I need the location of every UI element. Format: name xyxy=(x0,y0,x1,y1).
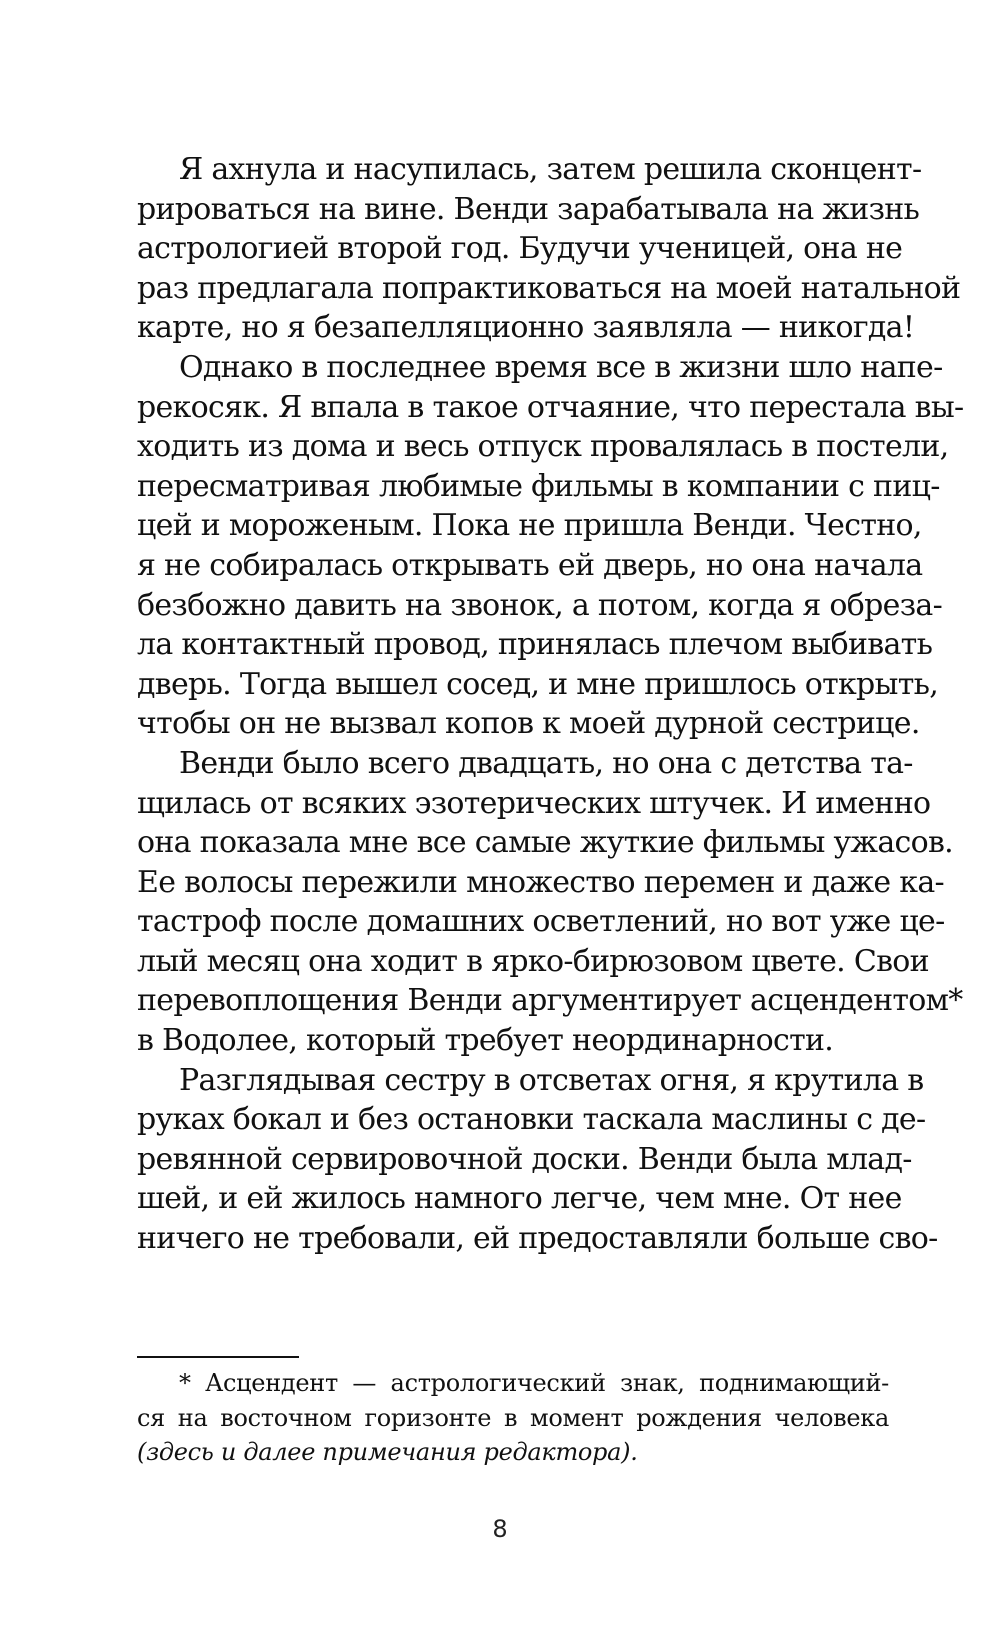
text-line: безбожно давить на звонок, а потом, когда я обреза- xyxy=(137,587,943,623)
paragraph-2 xyxy=(137,348,964,744)
text-line: шей, и ей жилось намного легче, чем мне. От нее xyxy=(137,1181,902,1217)
text-line: тастроф после домашних осветлений, но вот уже це- xyxy=(137,904,945,940)
footnote-line: ся на восточном горизонте в момент рождения человека xyxy=(137,1403,889,1432)
paragraph-4 xyxy=(137,1061,938,1259)
text-line: астрологией второй год. Будучи ученицей, она не xyxy=(137,231,903,267)
text-line: раз предлагала попрактиковаться на моей натальной xyxy=(137,270,961,306)
text-line: лый месяц она ходит в ярко-бирюзовом цвете. Свои xyxy=(137,943,929,979)
text-line: Однако в последнее время все в жизни шло напе- xyxy=(179,349,943,385)
text-line: в Водолее, который требует неординарности. xyxy=(137,1023,834,1059)
text-line: Венди было всего двадцать, но она с детства та- xyxy=(179,745,913,781)
text-line: руках бокал и без остановки таскала маслины с де- xyxy=(137,1102,926,1138)
text-line: ходить из дома и весь отпуск провалялась в постели, xyxy=(137,429,949,465)
footnote xyxy=(137,1366,889,1470)
paragraph-1 xyxy=(137,150,961,348)
main-text xyxy=(137,150,964,1259)
text-line: цей и мороженым. Пока не пришла Венди. Честно, xyxy=(137,508,922,544)
text-line: Я ахнула и насупилась, затем решила сконцент- xyxy=(179,152,922,187)
text-line: рекосяк. Я впала в такое отчаяние, что перестала вы- xyxy=(137,389,964,425)
paragraph-3 xyxy=(137,744,963,1061)
text-line: она показала мне все самые жуткие фильмы ужасов. xyxy=(137,825,954,861)
text-line: карте, но я безапелляционно заявляла — никогда! xyxy=(137,310,915,346)
text-line: Ее волосы пережили множество перемен и даже ка- xyxy=(137,864,944,900)
text-line: чтобы он не вызвал копов к моей дурной сестрице. xyxy=(137,706,920,742)
footnote-line: (здесь и далее примечания редактора). xyxy=(137,1438,638,1466)
text-line: ничего не требовали, ей предоставляли больше сво- xyxy=(137,1221,938,1257)
text-line: дверь. Тогда вышел сосед, и мне пришлось открыть, xyxy=(137,666,939,702)
footnote-divider xyxy=(137,1356,299,1358)
text-line: рироваться на вине. Венди зарабатывала на жизнь xyxy=(137,191,920,227)
text-line: Разглядывая сестру в отсветах огня, я крутила в xyxy=(179,1062,924,1098)
text-line: щилась от всяких эзотерических штучек. И именно xyxy=(137,785,931,821)
footnote-line: * Асцендент — астрологический знак, поднимающий- xyxy=(179,1369,889,1397)
text-line: ла контактный провод, принялась плечом выбивать xyxy=(137,627,933,663)
text-line: ревянной сервировочной доски. Венди была млад- xyxy=(137,1141,912,1177)
text-line: пересматривая любимые фильмы в компании с пиц- xyxy=(137,468,940,504)
text-line: я не собиралась открывать ей дверь, но она начала xyxy=(137,547,923,583)
text-line: перевоплощения Венди аргументирует асцендентом* xyxy=(137,983,963,1019)
page-number: 8 xyxy=(492,1515,508,1543)
